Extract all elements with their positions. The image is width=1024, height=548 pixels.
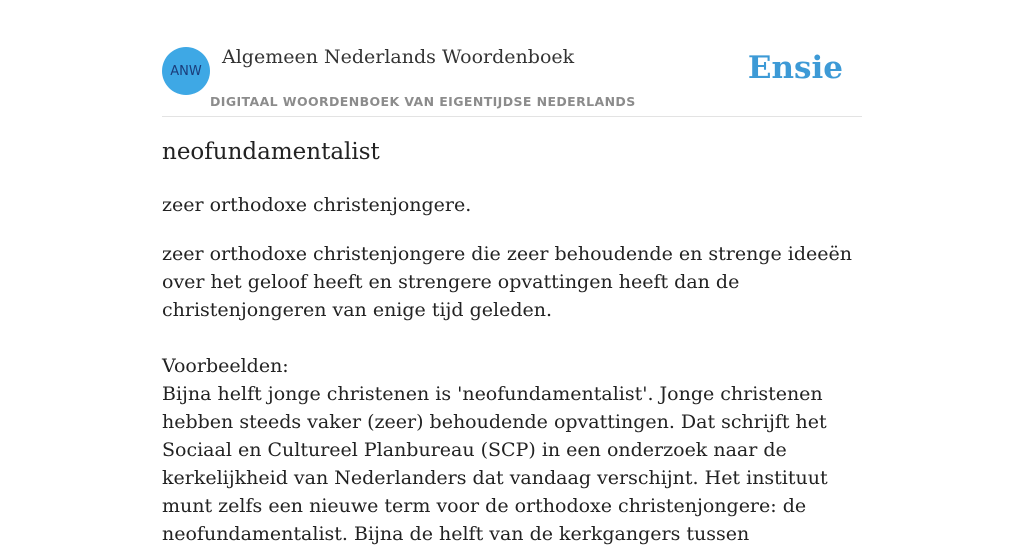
definition-body bbox=[162, 240, 862, 548]
site-subtitle: DIGITAAL WOORDENBOEK VAN EIGENTIJDSE NEDERLANDS bbox=[210, 94, 636, 109]
paragraph-spacer bbox=[162, 324, 862, 352]
examples-label: Voorbeelden: bbox=[162, 355, 289, 377]
long-definition: zeer orthodoxe christenjongere die zeer behoudende en strenge ideeën over het geloof heeft en strengere opvattingen heeft dan de christenjongeren van enige tijd geleden. bbox=[162, 243, 852, 321]
entry-headword: neofundamentalist bbox=[162, 139, 380, 165]
anw-logo[interactable] bbox=[162, 47, 210, 95]
site-header bbox=[162, 0, 862, 117]
page bbox=[162, 0, 862, 545]
ensie-brand-link[interactable]: Ensie bbox=[747, 50, 843, 86]
site-title[interactable]: Algemeen Nederlands Woordenboek bbox=[222, 46, 575, 68]
logo-text: ANW bbox=[170, 63, 202, 79]
short-definition: zeer orthodoxe christenjongere. bbox=[162, 194, 472, 216]
example-text: Bijna helft jonge christenen is 'neofundamentalist'. Jonge christenen hebben steeds vaker (zeer) behoudende opvattingen. Dat schrijft het Sociaal en Cultureel Planbureau (SCP) in een onderzoek naar de kerkelijkheid van Nederlanders dat vandaag verschijnt. Het instituut munt zelfs een nieuwe term voor de orthodoxe christenjongere: de neofundamentalist. Bijna de helft van de kerkgangers tussen bbox=[162, 383, 828, 545]
